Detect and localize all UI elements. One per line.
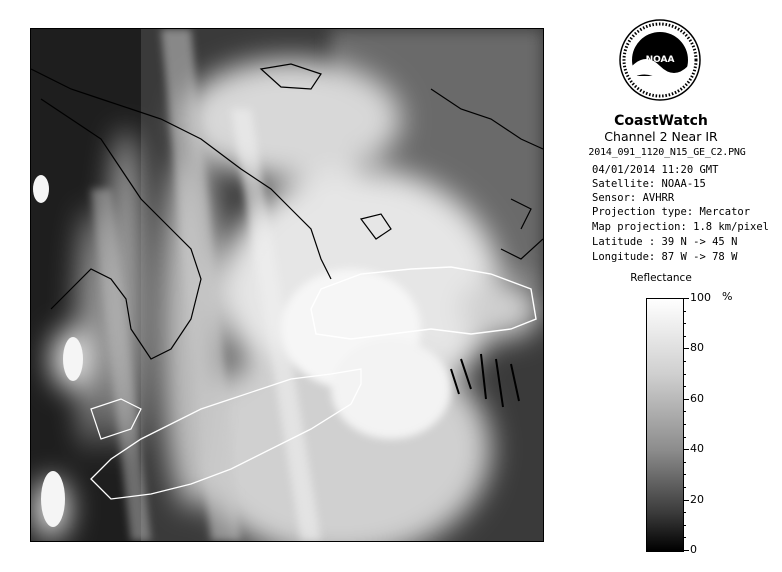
app-title: CoastWatch [614,113,708,129]
colorbar-minor-tick [683,437,686,438]
colorbar-tick-label: 40 [690,442,704,455]
colorbar-tick [683,399,689,400]
colorbar-minor-tick [683,361,686,362]
projection-type-text: Projection type: Mercator [592,206,751,218]
colorbar-tick [683,449,689,450]
file-name: 2014_091_1120_N15_GE_C2.PNG [588,147,746,158]
colorbar-minor-tick [683,374,686,375]
colorbar-tick-label: 0 [690,543,697,556]
colorbar-title: Reflectance [630,272,692,284]
colorbar-minor-tick [683,311,686,312]
colorbar-minor-tick [683,411,686,412]
satellite-text: Satellite: NOAA-15 [592,178,706,190]
colorbar-tick-label: 20 [690,493,704,506]
colorbar-tick-label: 100 [690,291,711,304]
satellite-image [30,28,544,542]
datetime-text: 04/01/2014 11:20 GMT [592,164,719,176]
colorbar-minor-tick [683,512,686,513]
sensor-text: Sensor: AVHRR [592,192,675,204]
colorbar-tick-label: 80 [690,341,704,354]
colorbar-minor-tick [683,525,686,526]
longitude-text: Longitude: 87 W -> 78 W [592,251,738,263]
colorbar-minor-tick [683,487,686,488]
colorbar-tick [683,500,689,501]
colorbar-minor-tick [683,386,686,387]
noaa-logo [618,18,702,102]
colorbar-tick [683,550,689,551]
colorbar-tick-label: 60 [690,392,704,405]
map-projection-text: Map projection: 1.8 km/pixel [592,221,770,233]
colorbar-tick [683,298,689,299]
colorbar-minor-tick [683,323,686,324]
channel-subtitle: Channel 2 Near IR [604,129,718,144]
satellite-map-svg [31,29,543,541]
colorbar-unit: % [722,290,733,303]
colorbar [646,298,684,552]
colorbar-minor-tick [683,462,686,463]
latitude-text: Latitude : 39 N -> 45 N [592,236,738,248]
colorbar-minor-tick [683,336,686,337]
colorbar-minor-tick [683,424,686,425]
noaa-logo-text: NOAA [645,55,675,65]
colorbar-minor-tick [683,474,686,475]
colorbar-minor-tick [683,537,686,538]
colorbar-tick [683,348,689,349]
